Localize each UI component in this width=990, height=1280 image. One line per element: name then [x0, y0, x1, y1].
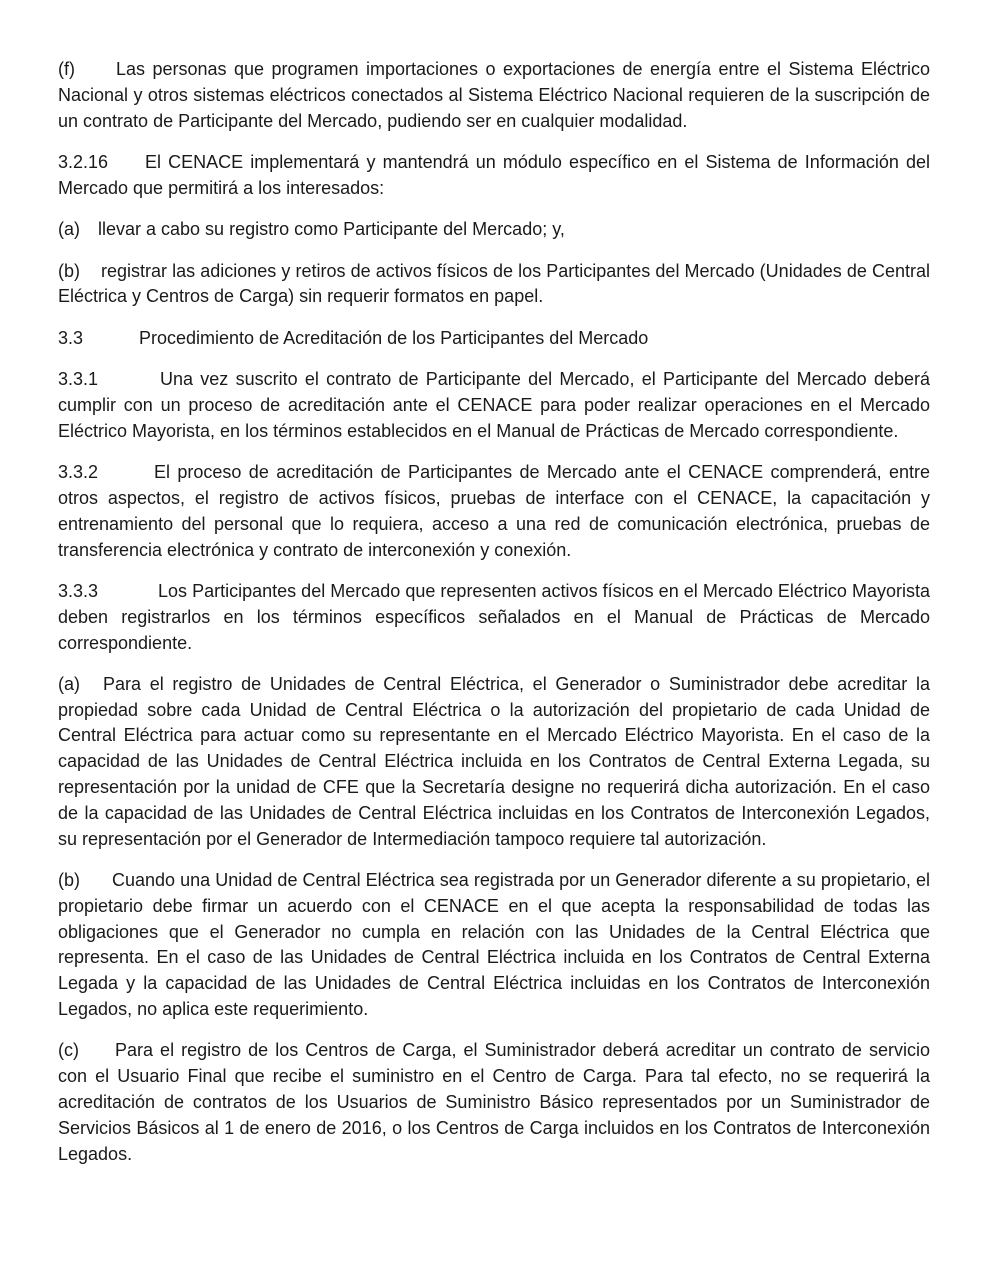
paragraph-label: 3.3: [58, 327, 84, 348]
paragraph-a: [58, 217, 930, 243]
paragraph-3-3-2: [58, 460, 930, 563]
paragraph-text: Los Participantes del Mercado que representen activos físicos en el Mercado Eléctrico Mayorista deben registrarlos en los términos específicos señalados en el Manual de Prácticas de Mercado correspondiente.: [58, 580, 930, 653]
paragraph-3-2-16: [58, 150, 930, 202]
paragraph-text: registrar las adiciones y retiros de activos físicos de los Participantes del Mercado (Unidades de Central Eléctrica y Centros de Carga) sin requerir formatos en papel.: [58, 260, 930, 307]
document-page: [58, 57, 930, 1183]
paragraph-b-registro: [58, 868, 930, 1023]
section-heading-3-3: [58, 326, 930, 352]
paragraph-text: llevar a cabo su registro como Participante del Mercado; y,: [98, 219, 565, 240]
paragraph-label: 3.3.3: [58, 580, 99, 601]
paragraph-label: (c): [58, 1040, 79, 1061]
paragraph-text: El proceso de acreditación de Participantes de Mercado ante el CENACE comprenderá, entre otros aspectos, el registro de activos físicos, pruebas de interface con el CENACE, la capacitación y entrenamiento del personal que lo requiera, acceso a una red de comunicación electrónica, pruebas de transferencia electrónica y contrato de interconexión y conexión.: [58, 462, 930, 560]
paragraph-a-registro: [58, 672, 930, 853]
paragraph-text: Para el registro de los Centros de Carga, el Suministrador deberá acreditar un contrato de servicio con el Usuario Final que recibe el suministro en el Centro de Carga. Para tal efecto, no se requerirá la acreditación de contratos de los Usuarios de Suministro Básico representados por un Suministrador de Servicios Básicos al 1 de enero de 2016, o los Centros de Carga incluidos en los Contratos de Interconexión Legados.: [58, 1040, 930, 1164]
paragraph-f: [58, 57, 930, 134]
paragraph-text: Las personas que programen importaciones o exportaciones de energía entre el Sistema Eléctrico Nacional y otros sistemas eléctricos conectados al Sistema Eléctrico Nacional requieren de la suscripción de un contrato de Participante del Mercado, pudiendo ser en cualquier modalidad.: [58, 59, 930, 131]
paragraph-text: Cuando una Unidad de Central Eléctrica sea registrada por un Generador diferente a su propietario, el propietario debe firmar un acuerdo con el CENACE en el que acepta la responsabilidad de todas las obligaciones que el Generador no cumpla en relación con las Unidades de la Central Eléctrica que representa. En el caso de las Unidades de Central Eléctrica incluida en los Contratos de Central Externa Legada y la capacidad de las Unidades de Central Eléctrica incluidas en los Contratos de Interconexión Legados, no aplica este requerimiento.: [58, 870, 930, 1020]
paragraph-label: (f): [58, 59, 75, 79]
paragraph-text: Para el registro de Unidades de Central Eléctrica, el Generador o Suministrador debe acreditar la propiedad sobre cada Unidad de Central Eléctrica o la autorización del propietario de cada Unidad de Central Eléctrica para actuar como su representante en el Mercado Eléctrico Mayorista. En el caso de la capacidad de las Unidades de Central Eléctrica incluida en los Contratos de Central Externa Legada, su representación por la unidad de CFE que la Secretaría designe no requerirá dicha autorización. En el caso de la capacidad de las Unidades de Central Eléctrica incluidas en los Contratos de Interconexión Legados, su representación por el Generador de Intermediación tampoco requiere tal autorización.: [58, 673, 930, 849]
paragraph-label: (b): [58, 870, 80, 891]
paragraph-label: 3.3.1: [58, 369, 99, 390]
paragraph-label: (a): [58, 219, 80, 240]
paragraph-label: 3.2.16: [58, 151, 109, 172]
paragraph-c-registro: [58, 1038, 930, 1167]
paragraph-3-3-1: [58, 367, 930, 444]
paragraph-text: El CENACE implementará y mantendrá un módulo específico en el Sistema de Información del Mercado que permitirá a los interesados:: [58, 151, 930, 198]
paragraph-label: 3.3.2: [58, 462, 99, 483]
paragraph-label: (b): [58, 260, 80, 281]
paragraph-text: Procedimiento de Acreditación de los Participantes del Mercado: [139, 327, 649, 348]
paragraph-b: [58, 259, 930, 311]
paragraph-label: (a): [58, 673, 80, 694]
paragraph-text: Una vez suscrito el contrato de Participante del Mercado, el Participante del Mercado deberá cumplir con un proceso de acreditación ante el CENACE para poder realizar operaciones en el Mercado Eléctrico Mayorista, en los términos establecidos en el Manual de Prácticas de Mercado correspondiente.: [58, 369, 930, 441]
paragraph-3-3-3: [58, 579, 930, 656]
